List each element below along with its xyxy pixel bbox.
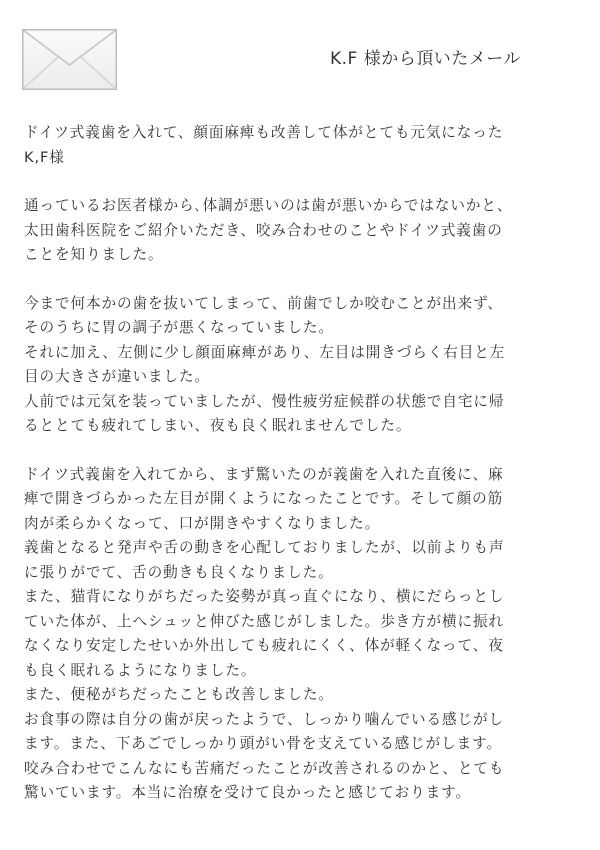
paragraph-intro xyxy=(24,121,584,170)
text-line: それに加え、左側に少し顔面麻痺があり、左目は開きづらく右目と左 xyxy=(24,343,506,361)
text-line: 咬み合わせでこんなにも苦痛だったことが改善されるのかと、とても xyxy=(24,759,505,777)
text-line: 目の大きさが違いました。 xyxy=(24,368,210,385)
text-line: も良く眠れるようになりました。 xyxy=(24,661,257,679)
text-line: また、便秘がちだったことも改善しました。 xyxy=(24,686,334,703)
text-line: 驚いています。本当に治療を受けて良かったと感じております。 xyxy=(24,784,471,801)
text-line: ドイツ式義歯を入れて、顔面麻痺も改善して体がとても元気になった xyxy=(24,124,504,141)
text-line: 太田歯科医院をご紹介いただき、咬み合わせのことやドイツ式義歯の xyxy=(24,221,503,239)
text-line: 痺で開きづらかった左目が開くようになったことです。そして顔の筋 xyxy=(24,490,504,507)
text-line: 今まで何本かの歯を抜いてしまって、前歯でしか咬むことが出来ず、 xyxy=(24,294,503,312)
text-line: ドイツ式義歯を入れてから、まず驚いたのが義歯を入れた直後に、麻 xyxy=(24,465,504,483)
text-line: ていた体が、上へシュッと伸びた感じがしました。歩き方が横に振れ xyxy=(24,612,505,630)
text-line: なくなり安定したせいか外出しても疲れにくく、体が軽くなって、夜 xyxy=(24,637,504,654)
text-line: ます。また、下あごでしっかり頭がい骨を支えている感じがします。 xyxy=(24,735,502,752)
text-line: るととても疲れてしまい、夜も良く眠れませんでした。 xyxy=(24,417,412,434)
text-line: そのうちに胃の調子が悪くなっていました。 xyxy=(24,319,334,336)
letter-body xyxy=(24,121,584,830)
text-line: また、猫背になりがちだった姿勢が真っ直ぐになり、横にだらっとし xyxy=(24,588,505,605)
paragraph-before-treatment xyxy=(24,292,584,439)
text-line: K,F様 xyxy=(24,148,65,166)
text-line: 肉が柔らかくなって、口が開きやすくなりました。 xyxy=(24,514,381,532)
text-line: 義歯となると発声や舌の動きを心配しておりましたが、以前よりも声 xyxy=(24,539,505,556)
letter-header xyxy=(0,0,600,100)
paragraph-introduction xyxy=(24,194,584,268)
envelope-icon xyxy=(22,29,117,90)
text-line: に張りがでて、舌の動きも良くなりました。 xyxy=(24,563,334,581)
paragraph-after-treatment xyxy=(24,463,584,806)
text-line: 通っているお医者様から､体調が悪いのは歯が悪いからではないかと、 xyxy=(24,197,513,214)
text-line: お食事の際は自分の歯が戻ったようで、しっかり噛んでいる感じがし xyxy=(24,710,505,728)
text-line: ことを知りました。 xyxy=(24,246,164,263)
page-title: K.F 様から頂いたメール xyxy=(330,49,521,69)
text-line: 人前では元気を装っていましたが、慢性疲労症候群の状態で自宅に帰 xyxy=(24,392,505,410)
